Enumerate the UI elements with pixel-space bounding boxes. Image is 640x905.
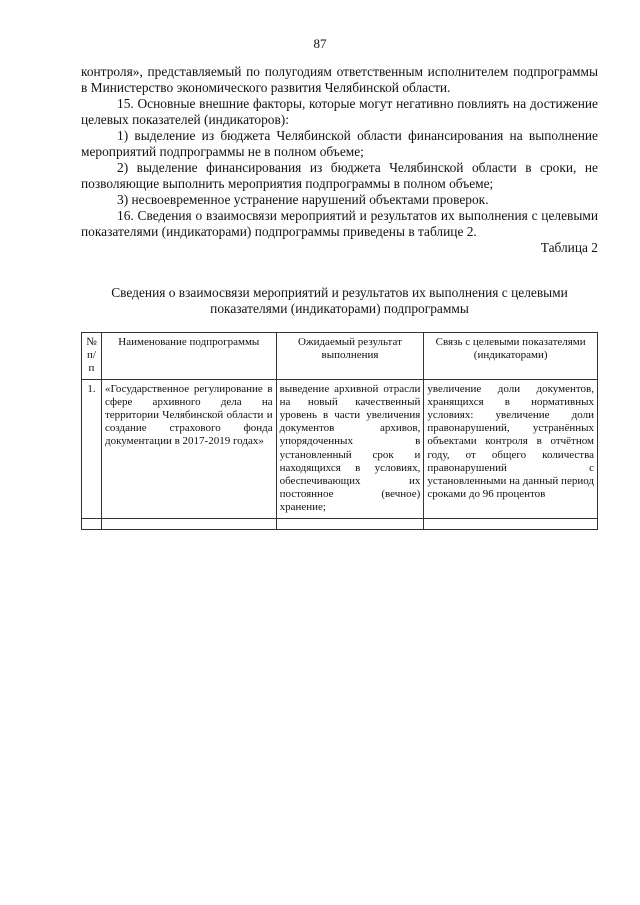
paragraph-item-3: 3) несвоевременное устранение нарушений объектами проверок. <box>117 192 489 207</box>
empty-cell <box>101 518 276 529</box>
relations-table <box>81 332 598 530</box>
table-row <box>82 379 598 518</box>
header-num: № п/п <box>82 333 102 380</box>
body-text <box>81 64 598 256</box>
page-number: 87 <box>313 36 327 51</box>
paragraph-16: 16. Сведения о взаимосвязи мероприятий и результатов их выполнения с целевыми показателями (индикаторами) подпрограммы приведены в таблице 2. <box>81 208 598 239</box>
table-header-row <box>82 333 598 380</box>
row-subprogram-name: «Государственное регулирование в сфере архивного дела на территории Челябинской области и создание страхового фонда документации в 2017-2019 годах» <box>101 379 276 518</box>
paragraph-continuation: контроля», представляемый по полугодиям ответственным исполнителем подпрограммы в Министерство экономического развития Челябинской области. <box>81 64 598 95</box>
paragraph-item-1: 1) выделение из бюджета Челябинской области финансирования на выполнение мероприятий подпрограммы не в полном объеме; <box>81 128 598 159</box>
header-result: Ожидаемый результат выполнения <box>276 333 424 380</box>
paragraph-15: 15. Основные внешние факторы, которые могут негативно повлиять на достижение целевых показателей (индикаторов): <box>81 96 598 127</box>
row-num: 1. <box>82 379 102 518</box>
row-expected-result: выведение архивной отрасли на новый качественный уровень в части увеличения документов архивов, упорядоченных в установленный срок и находящихся в условиях, обеспечивающих их постоянное (вечное) хранение; <box>276 379 424 518</box>
paragraph-item-2: 2) выделение финансирования из бюджета Челябинской области в сроки, не позволяющие выполнить мероприятия подпрограммы в полном объеме; <box>81 160 598 191</box>
row-indicator-link: увеличение доли документов, хранящихся в нормативных условиях: увеличение доли правонарушений, устранённых объектами контроля в отчётном году, от общего количества правонарушений с установленными на данный период сроками до 96 процентов <box>424 379 598 518</box>
table-caption: Сведения о взаимосвязи мероприятий и результатов их выполнения с целевыми показателями (индикаторами) подпрограммы <box>111 285 568 316</box>
empty-cell <box>424 518 598 529</box>
header-name: Наименование подпрограммы <box>101 333 276 380</box>
header-link: Связь с целевыми показателями (индикаторами) <box>424 333 598 380</box>
table-label: Таблица 2 <box>540 240 598 255</box>
table-row-empty <box>82 518 598 529</box>
empty-cell <box>82 518 102 529</box>
empty-cell <box>276 518 424 529</box>
